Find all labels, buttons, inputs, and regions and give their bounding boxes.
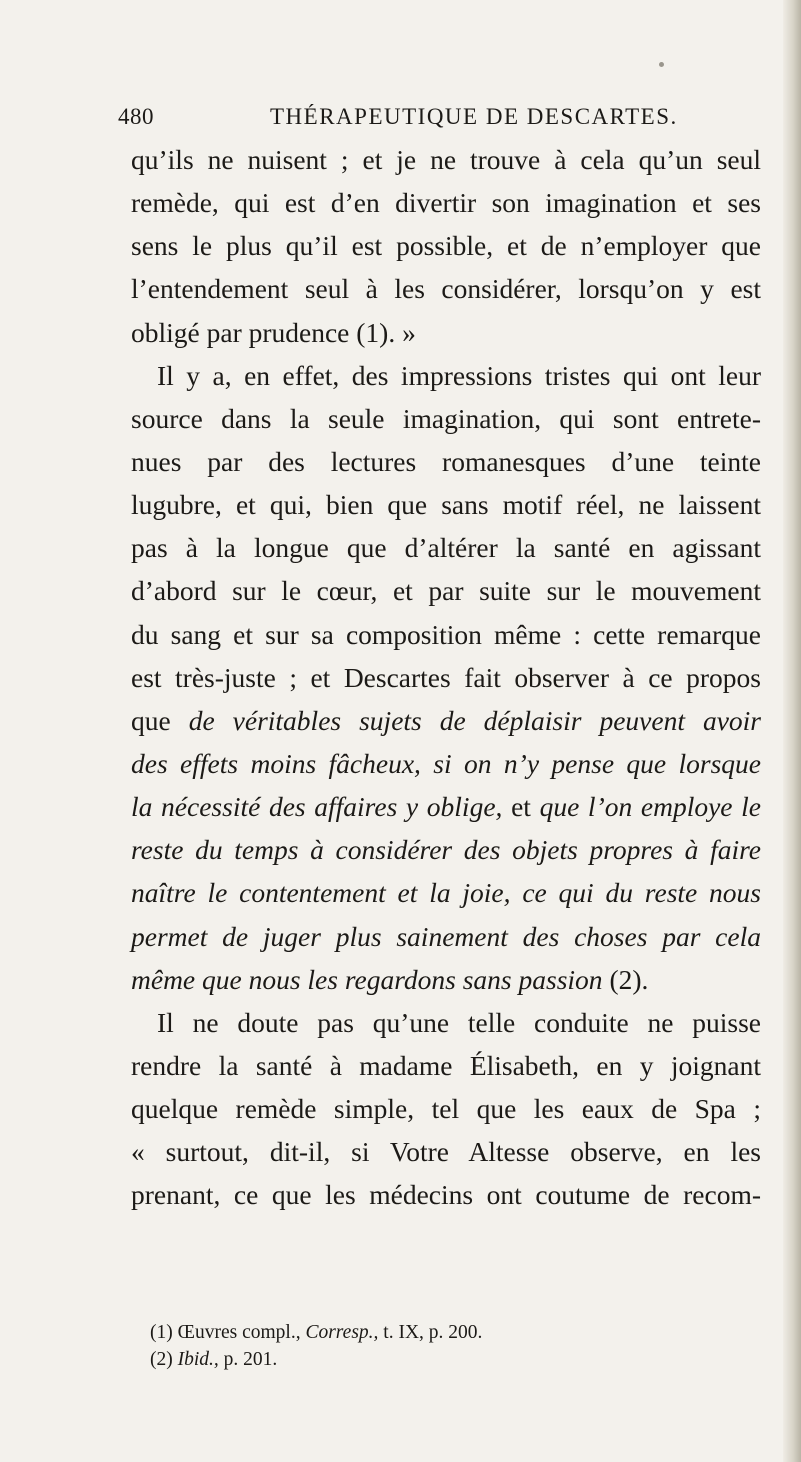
text-line: lugubre, et qui, bien que sans motif réel, ne laissent	[131, 489, 761, 521]
text-line: source dans la seule imagination, qui sont entrete-	[131, 402, 761, 434]
page-number: 480	[118, 104, 154, 129]
paper-spot	[659, 62, 664, 67]
footnote-2	[150, 1346, 750, 1373]
body-text	[131, 138, 761, 1217]
footnote-title: Corresp.,	[305, 1322, 379, 1343]
quoted-text: reste du temps à considérer des objets propres à faire	[131, 834, 761, 866]
footnotes	[150, 1319, 750, 1373]
text-line	[131, 785, 761, 828]
footnote-title: Ibid.,	[177, 1349, 219, 1370]
text-line	[131, 871, 761, 914]
quoted-text: même que nous les regardons sans passion	[131, 963, 603, 995]
quoted-text: de véritables sujets de déplaisir peuvent avoir	[188, 704, 761, 736]
text-line: obligé par prudence (1). »	[131, 316, 416, 348]
text-line: Il y a, en effet, des impressions tristes qui ont leur	[157, 359, 761, 391]
quoted-text: naître le contentement et la joie, ce qui du reste nous	[131, 877, 761, 909]
quoted-text: permet de juger plus sainement des choses par cela	[131, 920, 761, 952]
text-line: « surtout, dit-il, si Votre Altesse observe, en les	[131, 1136, 761, 1168]
text-line: quelque remède simple, tel que les eaux de Spa ;	[131, 1093, 761, 1125]
footnote-marker: (2)	[150, 1349, 173, 1370]
footnote-ref: t. IX, p. 200.	[383, 1322, 483, 1343]
text-line: pas à la longue que d’altérer la santé en agissant	[131, 532, 761, 564]
text-line: l’entendement seul à les considérer, lorsqu’on y est	[131, 273, 761, 305]
text-line: nues par des lectures romanesques d’une teinte	[131, 445, 761, 477]
footnote-1	[150, 1319, 750, 1346]
text-line: du sang et sur sa composition même : cette remarque	[131, 618, 761, 650]
footnote-marker: (1)	[150, 1322, 173, 1343]
footnote-ref: p. 201.	[223, 1349, 278, 1370]
running-head: THÉRAPEUTIQUE DE DESCARTES.	[270, 104, 678, 129]
quoted-text: la nécessité des affaires y oblige,	[131, 791, 503, 823]
text-line: remède, qui est d’en divertir son imagination et ses	[131, 187, 761, 219]
text-line: sens le plus qu’il est possible, et de n’employer que	[131, 230, 761, 262]
text-line: rendre la santé à madame Élisabeth, en y joignant	[131, 1049, 761, 1081]
text-run: que	[131, 704, 171, 736]
text-line: d’abord sur le cœur, et par suite sur le mouvement	[131, 575, 761, 607]
footnote-text: Œuvres compl.,	[177, 1322, 301, 1343]
text-run: et	[511, 791, 531, 823]
text-line: prenant, ce que les médecins ont coutume de recom-	[131, 1179, 761, 1211]
quoted-text: des effets moins fâcheux, si on n’y pense que lorsque	[131, 747, 761, 779]
text-line	[131, 958, 761, 1001]
text-line	[131, 742, 761, 785]
text-line: est très-juste ; et Descartes fait observer à ce propos	[131, 661, 761, 693]
text-line: qu’ils ne nuisent ; et je ne trouve à cela qu’un seul	[131, 144, 761, 175]
quoted-text: que l’on employe le	[539, 791, 762, 823]
text-line	[131, 699, 761, 742]
page-edge-shadow	[783, 0, 801, 1462]
text-line: Il ne doute pas qu’une telle conduite ne puisse	[157, 1006, 761, 1038]
text-line	[131, 828, 761, 871]
text-line	[131, 915, 761, 958]
text-run: (2).	[609, 963, 649, 995]
page-header	[118, 104, 778, 140]
